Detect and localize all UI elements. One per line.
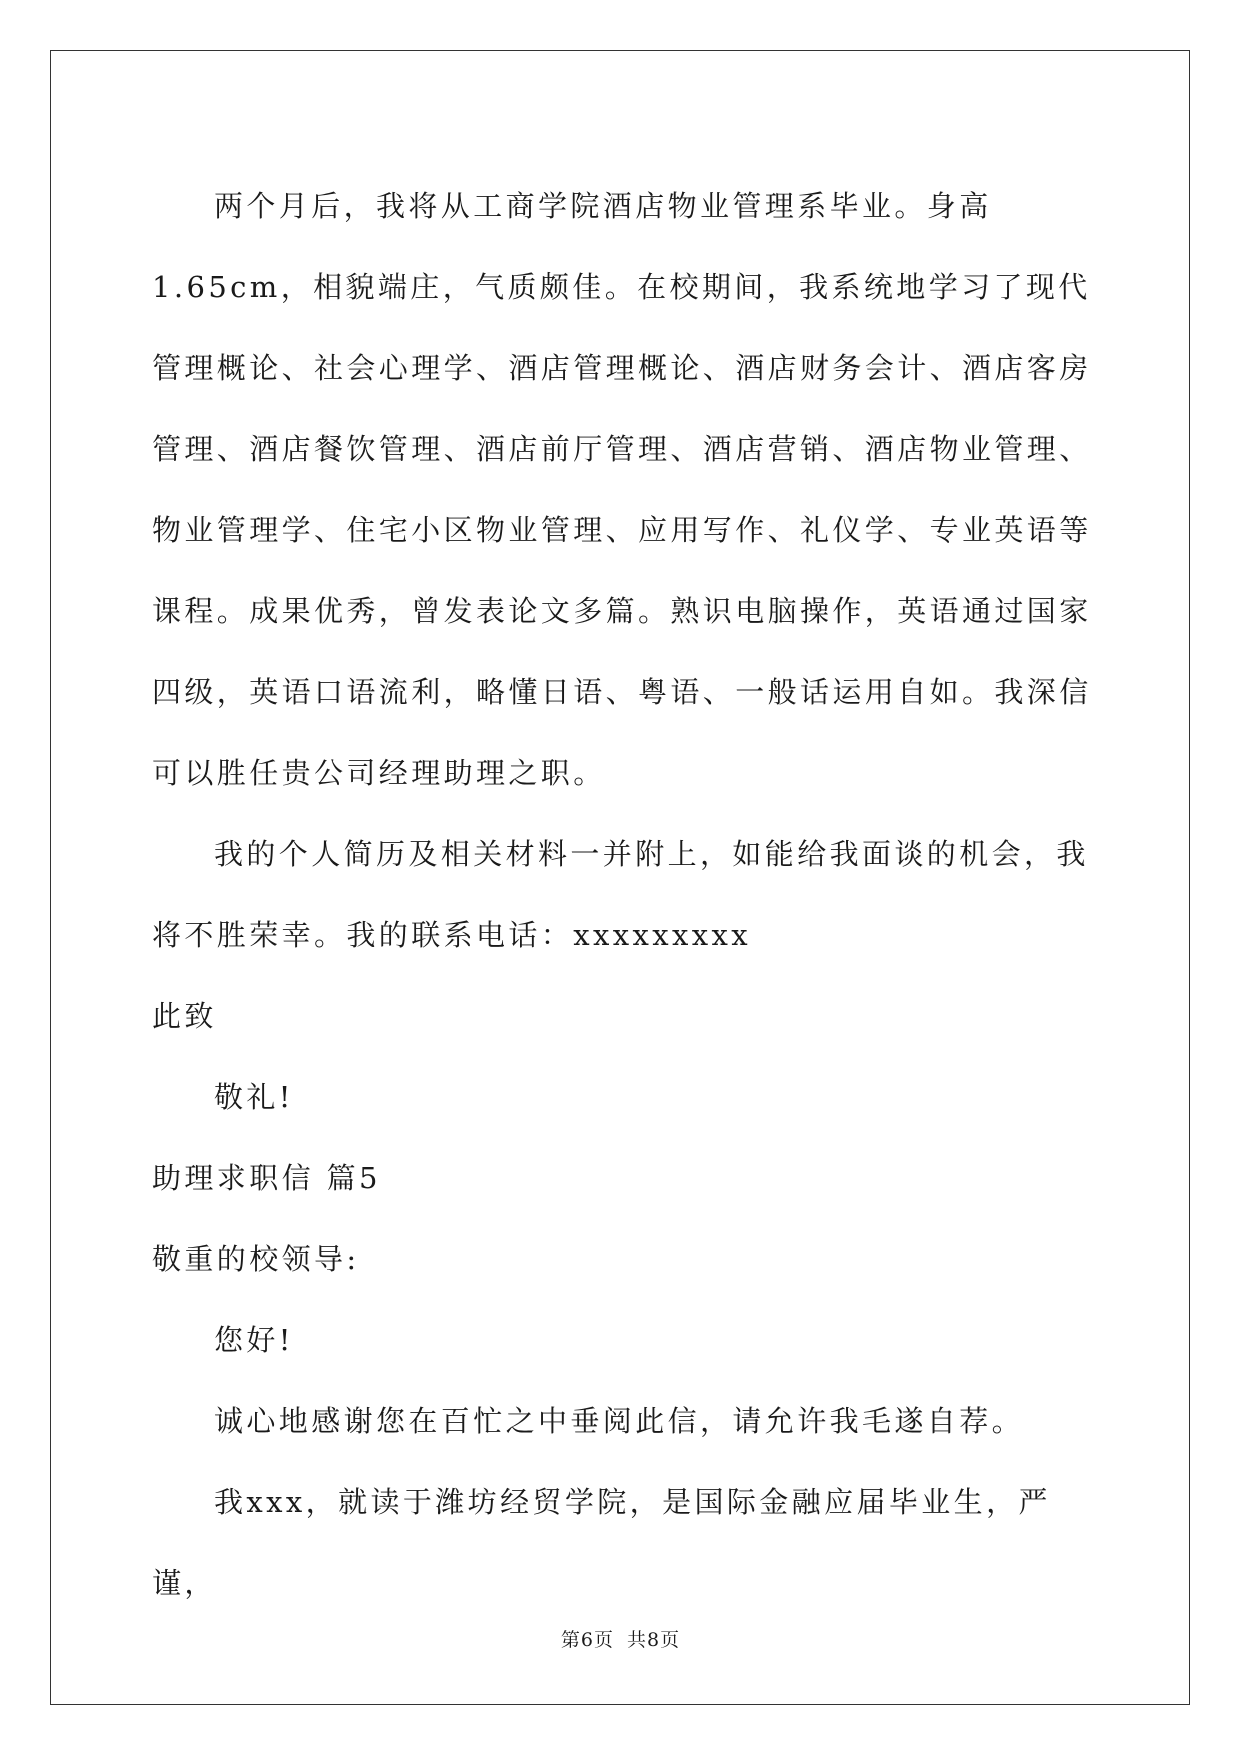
letter-greeting: 您好! [214,1323,294,1357]
closing-salutation: 此致 [152,999,217,1033]
paragraph-thanks: 诚心地感谢您在百忙之中垂阅此信，请允许我毛遂自荐。 [214,1404,1025,1438]
letter-body [152,166,1092,1624]
page-number: 第6页 [560,1629,614,1651]
letter-addressee: 敬重的校领导: [152,1242,360,1276]
closing-regards: 敬礼! [214,1080,294,1114]
section-heading: 助理求职信 篇5 [152,1161,381,1195]
paragraph-introduction: 两个月后，我将从工商学院酒店物业管理系毕业。身高1.65cm，相貌端庄，气质颇佳。在校期间，我系统地学习了现代管理概论、社会心理学、酒店管理概论、酒店财务会计、酒店客房管理、酒店餐饮管理、酒店前厅管理、酒店营销、酒店物业管理、物业管理学、住宅小区物业管理、应用写作、礼仪学、专业英语等课程。成果优秀，曾发表论文多篇。熟识电脑操作，英语通过国家四级，英语口语流利，略懂日语、粤语、一般话运用自如。我深信可以胜任贵公司经理助理之职。 [152,189,1092,790]
paragraph-self-intro: 我xxx，就读于潍坊经贸学院，是国际金融应届毕业生，严谨， [152,1485,1051,1600]
page-footer [0,1625,1241,1652]
page-total: 共8页 [627,1629,681,1651]
paragraph-contact: 我的个人简历及相关材料一并附上，如能给我面谈的机会，我将不胜荣幸。我的联系电话：xxxxxxxxx [152,837,1089,952]
